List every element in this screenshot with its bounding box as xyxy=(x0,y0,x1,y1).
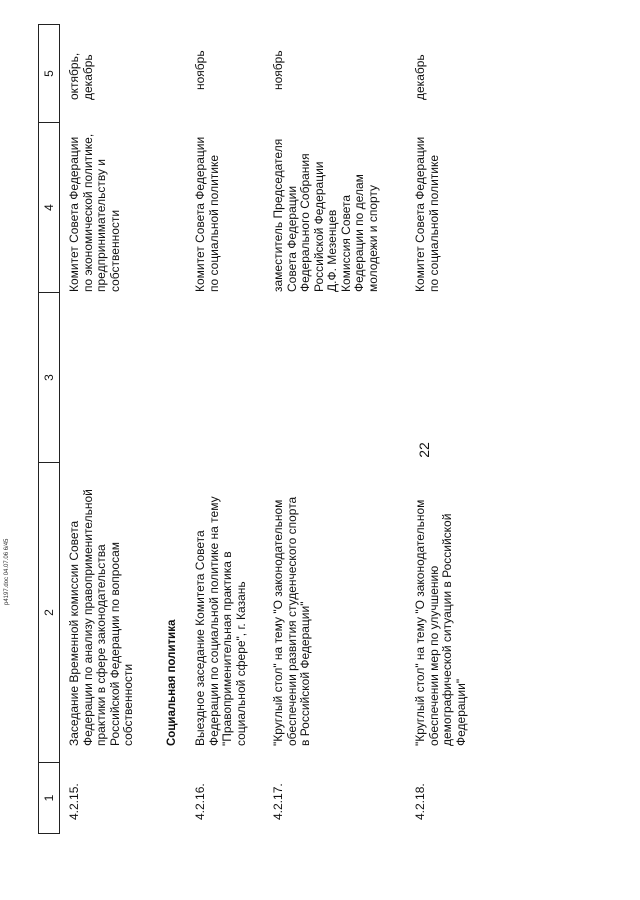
row-number: 4.2.17. xyxy=(271,783,285,820)
column-header-row xyxy=(38,24,60,834)
footer-code: p4197.doc 04.07.06 6/45 xyxy=(4,538,10,605)
event-text: "Круглый стол" на тему "О законодательном обеспечении развития студенческого спорта в Российской Федерации" xyxy=(271,496,312,746)
row-number: 4.2.15. xyxy=(67,783,81,820)
date-text: октябрь, декабрь xyxy=(67,52,95,100)
column-header-3: 3 xyxy=(39,293,59,463)
responsible-text: заместитель Председателя Совета Федерации Федерального Собрания Российской Федерации Д.Ф. Мезенцев Комиссия Совета Федерации по делам молодежи и спорту xyxy=(271,138,380,292)
event-text: Выездное заседание Комитета Совета Федерации по социальной политике на тему "Правоприменительная практика в социальной сфере", г. Казань xyxy=(193,496,248,746)
section-title: Социальная политика xyxy=(166,619,178,746)
column-header-2: 2 xyxy=(39,463,59,763)
responsible-text: Комитет Совета Федерации по социальной политике xyxy=(193,136,221,292)
date-text: ноябрь xyxy=(193,50,207,90)
page-number: 22 xyxy=(416,442,432,458)
column-header-4: 4 xyxy=(39,123,59,293)
date-text: декабрь xyxy=(413,54,427,100)
responsible-text: Комитет Совета Федерации по экономической политике, предпринимательству и собственности xyxy=(67,133,122,292)
column-header-1: 1 xyxy=(42,794,56,802)
row-number: 4.2.16. xyxy=(193,783,207,820)
event-text: Заседание Временной комиссии Совета Федерации по анализу правоприменительной практики в сфере законодательства Российской Федерации по вопросам собственности xyxy=(67,489,135,746)
rotated-table xyxy=(24,20,614,880)
row-number: 4.2.18. xyxy=(413,783,427,820)
date-text: ноябрь xyxy=(271,50,285,90)
column-header-5: 5 xyxy=(39,25,59,123)
responsible-text: Комитет Совета Федерации по социальной политике xyxy=(413,136,441,292)
event-text: "Круглый стол" на тему "О законодательном обеспечении мер по улучшению демографической ситуации в Российской Федерации" xyxy=(413,499,468,746)
